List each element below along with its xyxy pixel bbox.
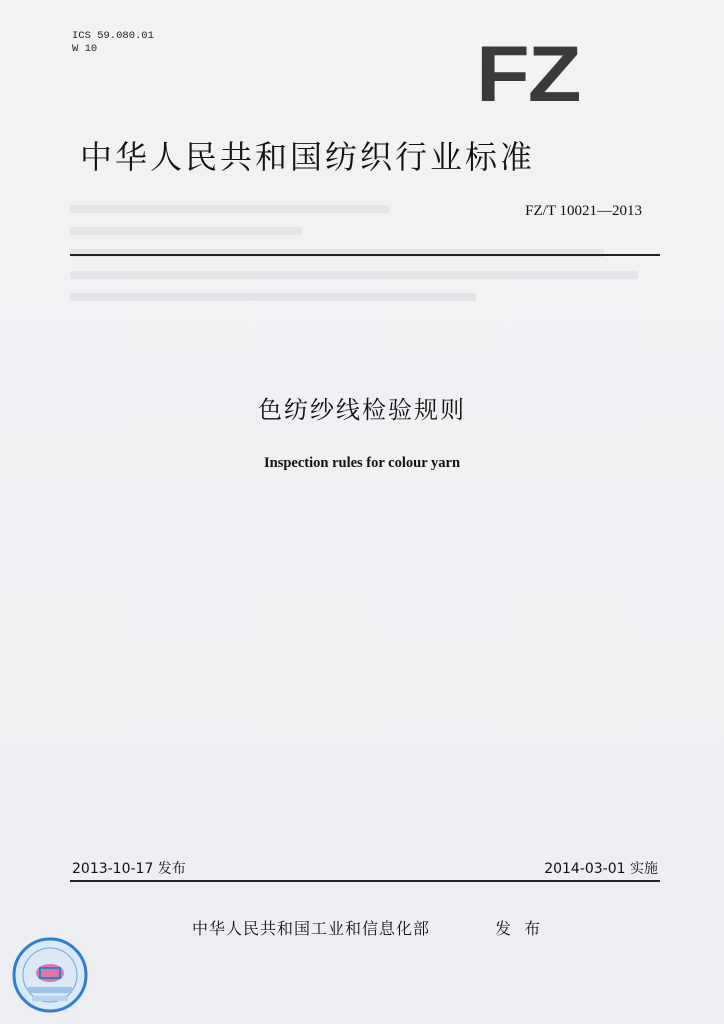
issue-date: 2013-10-17 发布 <box>72 861 186 877</box>
stamp-seal-icon <box>10 935 90 1015</box>
classification-codes <box>72 30 154 56</box>
ccs-code: W 10 <box>72 43 98 55</box>
header-divider <box>70 254 660 256</box>
document-title: 色纺纱线检验规则 <box>258 396 466 424</box>
fz-logo: FZ <box>476 29 580 119</box>
faded-bleed-through-text <box>70 205 650 315</box>
standard-code: FZ/T 10021—2013 <box>525 203 642 219</box>
publish-label: 发 布 <box>495 919 545 938</box>
ics-code: ICS 59.080.01 <box>72 30 154 42</box>
document-english-title: Inspection rules for colour yarn <box>263 455 461 471</box>
footer-divider <box>70 880 660 882</box>
implementation-date: 2014-03-01 实施 <box>544 861 658 877</box>
standard-category-title: 中华人民共和国纺织行业标准 <box>80 138 536 176</box>
issuing-authority: 中华人民共和国工业和信息化部 <box>192 919 431 938</box>
